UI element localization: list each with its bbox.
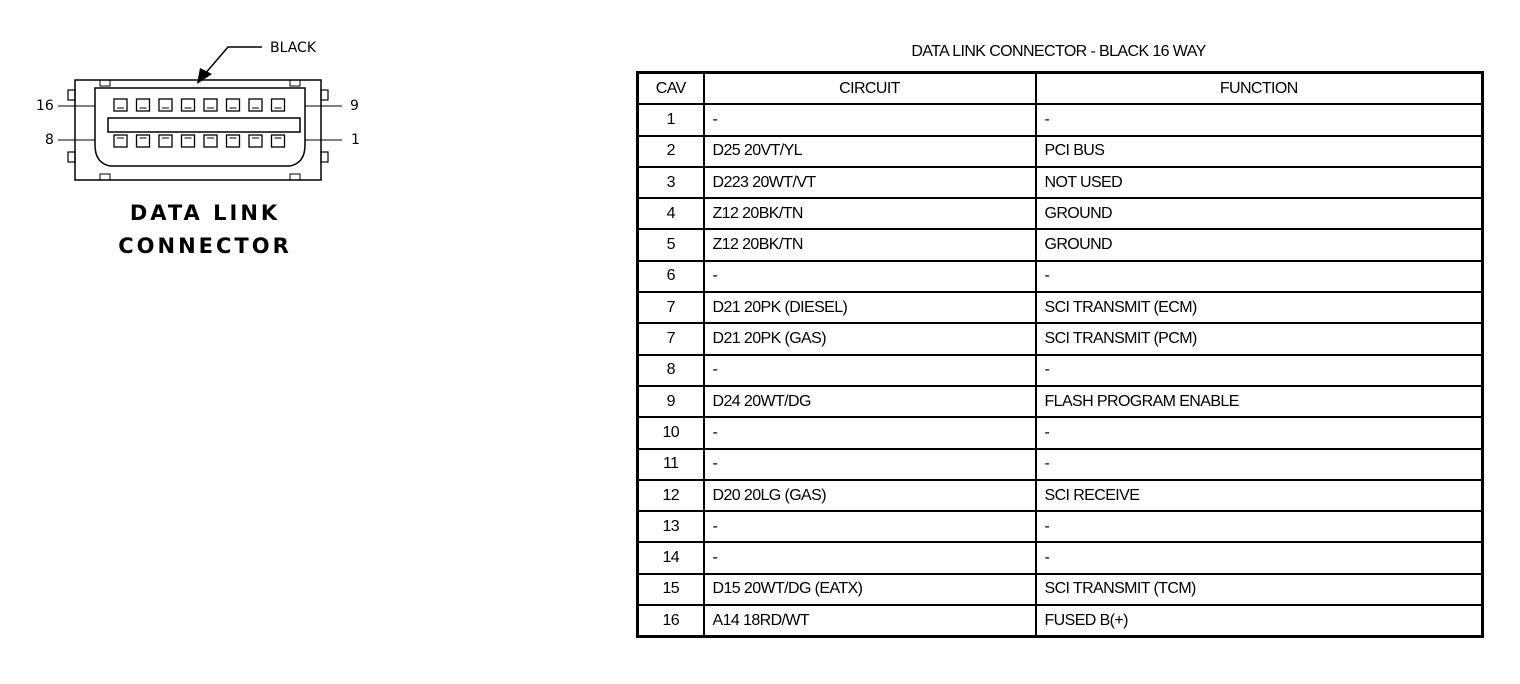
cell-function: SCI RECEIVE: [1036, 480, 1483, 511]
pin-label-8: 8: [45, 132, 54, 148]
header-circuit: CIRCUIT: [704, 73, 1036, 105]
table-title: DATA LINK CONNECTOR - BLACK 16 WAY: [911, 43, 1206, 60]
pinout-table: [636, 71, 1484, 638]
color-label: BLACK: [270, 40, 317, 56]
tab-bottom-right: [290, 174, 300, 180]
latch-bottom-right: [321, 152, 328, 162]
cell-circuit: -: [704, 511, 1036, 542]
connector-title-line1: DATA LINK: [129, 201, 281, 225]
cell-function: GROUND: [1036, 198, 1483, 229]
cell-circuit: D223 20WT/VT: [704, 167, 1036, 198]
latch-bottom-left: [68, 152, 75, 162]
top-pin: [137, 99, 150, 111]
cell-function: SCI TRANSMIT (PCM): [1036, 323, 1483, 354]
cell-function: -: [1036, 355, 1483, 386]
cell-circuit: -: [704, 417, 1036, 448]
cell-circuit: Z12 20BK/TN: [704, 229, 1036, 260]
cell-function: -: [1036, 104, 1483, 135]
tab-top-left: [100, 80, 110, 86]
leader-arrow: [197, 68, 212, 84]
table-row: [638, 136, 1483, 167]
latch-top-left: [68, 90, 75, 100]
pin-row-top: [114, 99, 285, 111]
cell-function: -: [1036, 511, 1483, 542]
cell-cav: 13: [638, 511, 704, 542]
cell-cav: 12: [638, 480, 704, 511]
table-row: [638, 386, 1483, 417]
cell-function: SCI TRANSMIT (TCM): [1036, 574, 1483, 605]
table-body: [638, 104, 1483, 637]
cell-circuit: -: [704, 104, 1036, 135]
bottom-pin: [249, 135, 262, 147]
table-row: [638, 323, 1483, 354]
cell-circuit: A14 18RD/WT: [704, 605, 1036, 637]
cell-cav: 16: [638, 605, 704, 637]
table-row: [638, 198, 1483, 229]
cell-cav: 1: [638, 104, 704, 135]
table-row: [638, 355, 1483, 386]
cell-cav: 10: [638, 417, 704, 448]
cell-circuit: D24 20WT/DG: [704, 386, 1036, 417]
table-row: [638, 574, 1483, 605]
cell-cav: 7: [638, 292, 704, 323]
cell-function: GROUND: [1036, 229, 1483, 260]
cell-function: -: [1036, 261, 1483, 292]
top-pin: [114, 99, 127, 111]
cell-cav: 15: [638, 574, 704, 605]
bottom-pin: [272, 135, 285, 147]
top-pin: [204, 99, 217, 111]
header-function: FUNCTION: [1036, 73, 1483, 105]
cell-circuit: D21 20PK (DIESEL): [704, 292, 1036, 323]
cell-function: SCI TRANSMIT (ECM): [1036, 292, 1483, 323]
cell-circuit: -: [704, 261, 1036, 292]
table-row: [638, 292, 1483, 323]
cell-cav: 3: [638, 167, 704, 198]
bottom-pin: [114, 135, 127, 147]
cell-cav: 11: [638, 449, 704, 480]
cell-circuit: -: [704, 449, 1036, 480]
bottom-pin: [204, 135, 217, 147]
top-pin: [159, 99, 172, 111]
pin-label-1: 1: [351, 132, 360, 148]
cell-function: FLASH PROGRAM ENABLE: [1036, 386, 1483, 417]
bottom-pin: [159, 135, 172, 147]
table-row: [638, 605, 1483, 637]
bottom-pin: [137, 135, 150, 147]
cell-circuit: -: [704, 355, 1036, 386]
cell-cav: 5: [638, 229, 704, 260]
top-pin: [272, 99, 285, 111]
cell-cav: 9: [638, 386, 704, 417]
header-cav: CAV: [638, 73, 704, 105]
cell-circuit: D25 20VT/YL: [704, 136, 1036, 167]
bottom-pin: [182, 135, 195, 147]
table-row: [638, 261, 1483, 292]
cell-cav: 14: [638, 542, 704, 573]
cell-circuit: D20 20LG (GAS): [704, 480, 1036, 511]
cell-function: PCI BUS: [1036, 136, 1483, 167]
cell-circuit: D21 20PK (GAS): [704, 323, 1036, 354]
tab-top-right: [290, 80, 300, 86]
table-header-row: [638, 73, 1483, 105]
cell-function: NOT USED: [1036, 167, 1483, 198]
top-pin: [182, 99, 195, 111]
cell-circuit: Z12 20BK/TN: [704, 198, 1036, 229]
cell-circuit: D15 20WT/DG (EATX): [704, 574, 1036, 605]
center-key: [108, 118, 300, 132]
leader-line: [204, 47, 262, 75]
cell-circuit: -: [704, 542, 1036, 573]
top-pin: [227, 99, 240, 111]
table-row: [638, 104, 1483, 135]
connector-title-line2: CONNECTOR: [118, 234, 292, 258]
tab-bottom-left: [100, 174, 110, 180]
table-row: [638, 417, 1483, 448]
latch-top-right: [321, 90, 328, 100]
cell-cav: 4: [638, 198, 704, 229]
pin-row-bottom: [114, 135, 285, 147]
pin-label-9: 9: [350, 98, 359, 114]
table-row: [638, 511, 1483, 542]
table-row: [638, 449, 1483, 480]
top-pin: [249, 99, 262, 111]
table-row: [638, 167, 1483, 198]
connector-housing: [75, 80, 321, 180]
cell-function: -: [1036, 542, 1483, 573]
cell-cav: 7: [638, 323, 704, 354]
connector-diagram: [0, 0, 600, 300]
cell-cav: 8: [638, 355, 704, 386]
bottom-pin: [227, 135, 240, 147]
cell-function: -: [1036, 449, 1483, 480]
cell-cav: 6: [638, 261, 704, 292]
cell-cav: 2: [638, 136, 704, 167]
pin-label-16: 16: [36, 98, 54, 114]
table-row: [638, 542, 1483, 573]
table-row: [638, 229, 1483, 260]
cell-function: -: [1036, 417, 1483, 448]
table-row: [638, 480, 1483, 511]
cell-function: FUSED B(+): [1036, 605, 1483, 637]
